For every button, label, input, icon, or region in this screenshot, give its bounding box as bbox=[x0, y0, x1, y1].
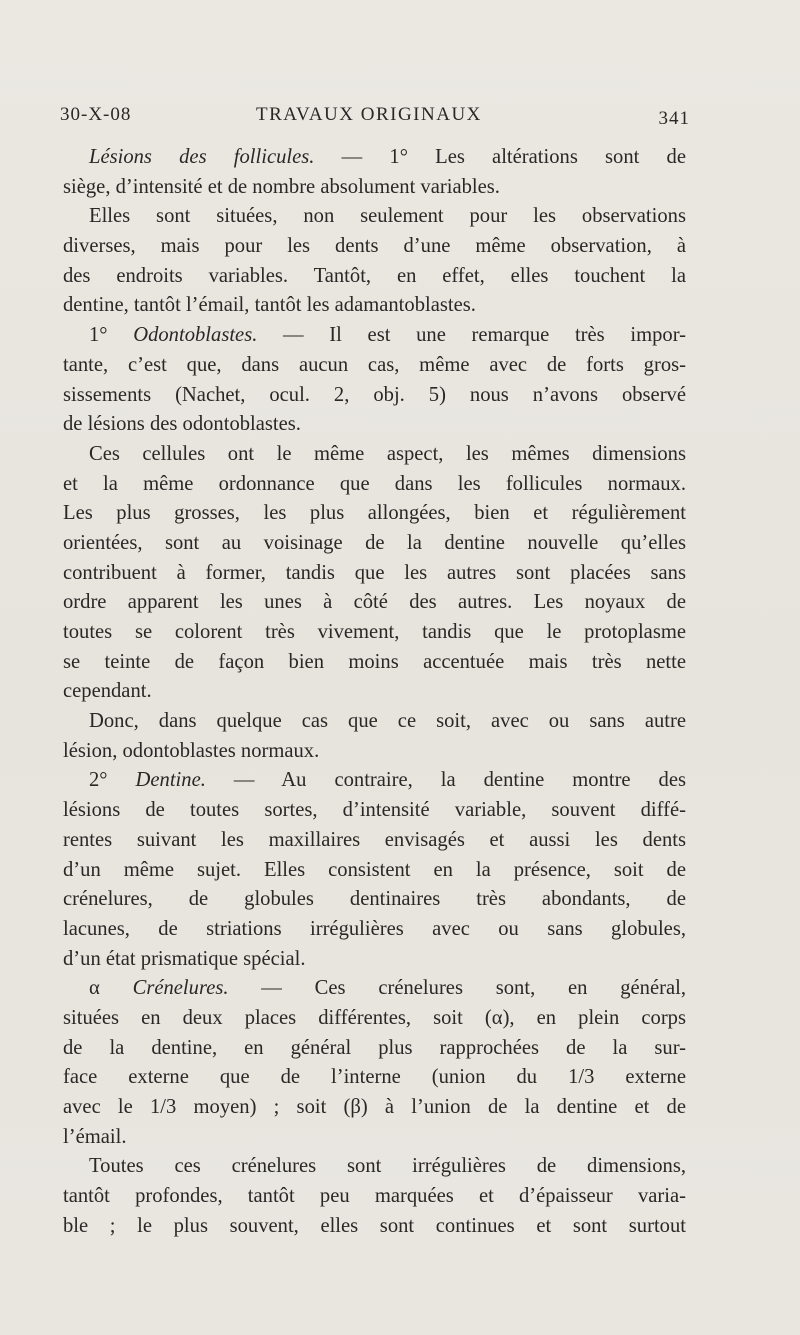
text-line bbox=[63, 588, 686, 618]
text-line bbox=[63, 1152, 686, 1182]
line-text: orientées, sont au voisinage de la dentine nouvelle qu’elles bbox=[63, 531, 686, 554]
line-text: dentine, tantôt l’émail, tantôt les adamantoblastes. bbox=[63, 294, 476, 317]
line-text: Les plus grosses, les plus allongées, bien et régulièrement bbox=[63, 502, 686, 525]
line-text: — 1° Les altérations sont de bbox=[314, 146, 686, 168]
line-text: — Au contraire, la dentine montre des bbox=[205, 769, 687, 792]
line-text: d’un même sujet. Elles consistent en la présence, soit de bbox=[63, 858, 686, 881]
line-text: face externe que de l’interne (union du 1/3 externe bbox=[63, 1066, 686, 1089]
text-line bbox=[63, 1123, 686, 1153]
text-line bbox=[63, 796, 686, 826]
text-line bbox=[63, 232, 686, 262]
text-line bbox=[63, 677, 686, 707]
line-text: siège, d’intensité et de nombre absolument variables. bbox=[63, 175, 500, 198]
italic-heading: Odontoblastes. bbox=[133, 324, 258, 347]
header-date: 30-X-08 bbox=[60, 104, 132, 125]
line-text: de la dentine, en général plus rapprochées de la sur- bbox=[63, 1036, 686, 1059]
italic-heading: Dentine. bbox=[135, 769, 206, 792]
text-line bbox=[63, 974, 686, 1004]
text-line bbox=[63, 351, 686, 381]
line-text: l’émail. bbox=[63, 1125, 127, 1148]
text-line bbox=[63, 202, 686, 232]
text-line bbox=[63, 945, 686, 975]
text-line bbox=[63, 559, 686, 589]
line-text: se teinte de façon bien moins accentuée mais très nette bbox=[63, 650, 686, 673]
text-line bbox=[63, 1093, 686, 1123]
text-line bbox=[63, 618, 686, 648]
running-header bbox=[60, 104, 690, 134]
line-text: crénelures, de globules dentinaires très abondants, de bbox=[63, 888, 686, 911]
line-text: diverses, mais pour les dents d’une même observation, à bbox=[63, 235, 686, 258]
text-line bbox=[63, 499, 686, 529]
line-text: et la même ordonnance que dans les follicules normaux. bbox=[63, 472, 686, 495]
body-text bbox=[63, 143, 686, 1241]
line-text: des endroits variables. Tantôt, en effet, elles touchent la bbox=[63, 264, 686, 287]
line-text: situées en deux places différentes, soit (α), en plein corps bbox=[63, 1006, 686, 1029]
text-line bbox=[63, 173, 686, 203]
line-text: — Ces crénelures sont, en général, bbox=[228, 977, 686, 1000]
line-text: lacunes, de striations irrégulières avec ou sans globules, bbox=[63, 917, 686, 940]
text-line bbox=[63, 856, 686, 886]
line-text: lésion, odontoblastes normaux. bbox=[63, 739, 320, 762]
text-line bbox=[63, 262, 686, 292]
section-marker: 1° bbox=[89, 324, 134, 347]
line-text: Donc, dans quelque cas que ce soit, avec ou sans autre bbox=[89, 710, 686, 733]
text-line bbox=[63, 143, 686, 173]
text-line bbox=[63, 1004, 686, 1034]
text-line bbox=[63, 766, 686, 796]
line-text: tante, c’est que, dans aucun cas, même avec de forts gros- bbox=[63, 353, 686, 376]
section-marker: 2° bbox=[89, 769, 136, 792]
text-line bbox=[63, 648, 686, 678]
italic-heading: Crénelures. bbox=[132, 977, 229, 1000]
text-line bbox=[63, 915, 686, 945]
line-text: cependant. bbox=[63, 680, 152, 703]
line-text: tantôt profondes, tantôt peu marquées et d’épaisseur varia- bbox=[63, 1185, 686, 1208]
italic-heading: Lésions des follicules. bbox=[89, 146, 315, 168]
text-line bbox=[63, 737, 686, 767]
text-line bbox=[63, 321, 686, 351]
text-line bbox=[63, 410, 686, 440]
line-text: ordre apparent les unes à côté des autres. Les noyaux de bbox=[63, 591, 686, 614]
line-text: de lésions des odontoblastes. bbox=[63, 413, 301, 436]
header-title: TRAVAUX ORIGINAUX bbox=[256, 104, 482, 125]
text-line bbox=[63, 291, 686, 321]
section-marker: α bbox=[89, 977, 133, 1000]
line-text: ble ; le plus souvent, elles sont continues et sont surtout bbox=[63, 1214, 686, 1237]
text-line bbox=[63, 470, 686, 500]
line-text: sissements (Nachet, ocul. 2, obj. 5) nous n’avons observé bbox=[63, 383, 686, 406]
line-text: avec le 1/3 moyen) ; soit (β) à l’union de la dentine et de bbox=[63, 1096, 686, 1118]
text-line bbox=[63, 529, 686, 559]
text-line bbox=[63, 1034, 686, 1064]
text-line bbox=[63, 826, 686, 856]
text-line bbox=[63, 885, 686, 915]
text-line bbox=[63, 440, 686, 470]
text-line bbox=[63, 1212, 686, 1242]
line-text: d’un état prismatique spécial. bbox=[63, 947, 306, 970]
text-line bbox=[63, 1182, 686, 1212]
line-text: Ces cellules ont le même aspect, les mêmes dimensions bbox=[89, 442, 686, 465]
page-number: 341 bbox=[658, 108, 690, 129]
text-line bbox=[63, 707, 686, 737]
text-line bbox=[63, 1063, 686, 1093]
line-text: rentes suivant les maxillaires envisagés et aussi les dents bbox=[63, 828, 686, 851]
text-line bbox=[63, 381, 686, 411]
line-text: contribuent à former, tandis que les autres sont placées sans bbox=[63, 561, 686, 584]
line-text: — Il est une remarque très impor- bbox=[257, 324, 686, 347]
line-text: Elles sont situées, non seulement pour les observations bbox=[89, 205, 686, 228]
line-text: Toutes ces crénelures sont irrégulières de dimensions, bbox=[89, 1155, 686, 1178]
line-text: toutes se colorent très vivement, tandis que le protoplasme bbox=[63, 621, 686, 643]
line-text: lésions de toutes sortes, d’intensité variable, souvent diffé- bbox=[63, 799, 686, 822]
